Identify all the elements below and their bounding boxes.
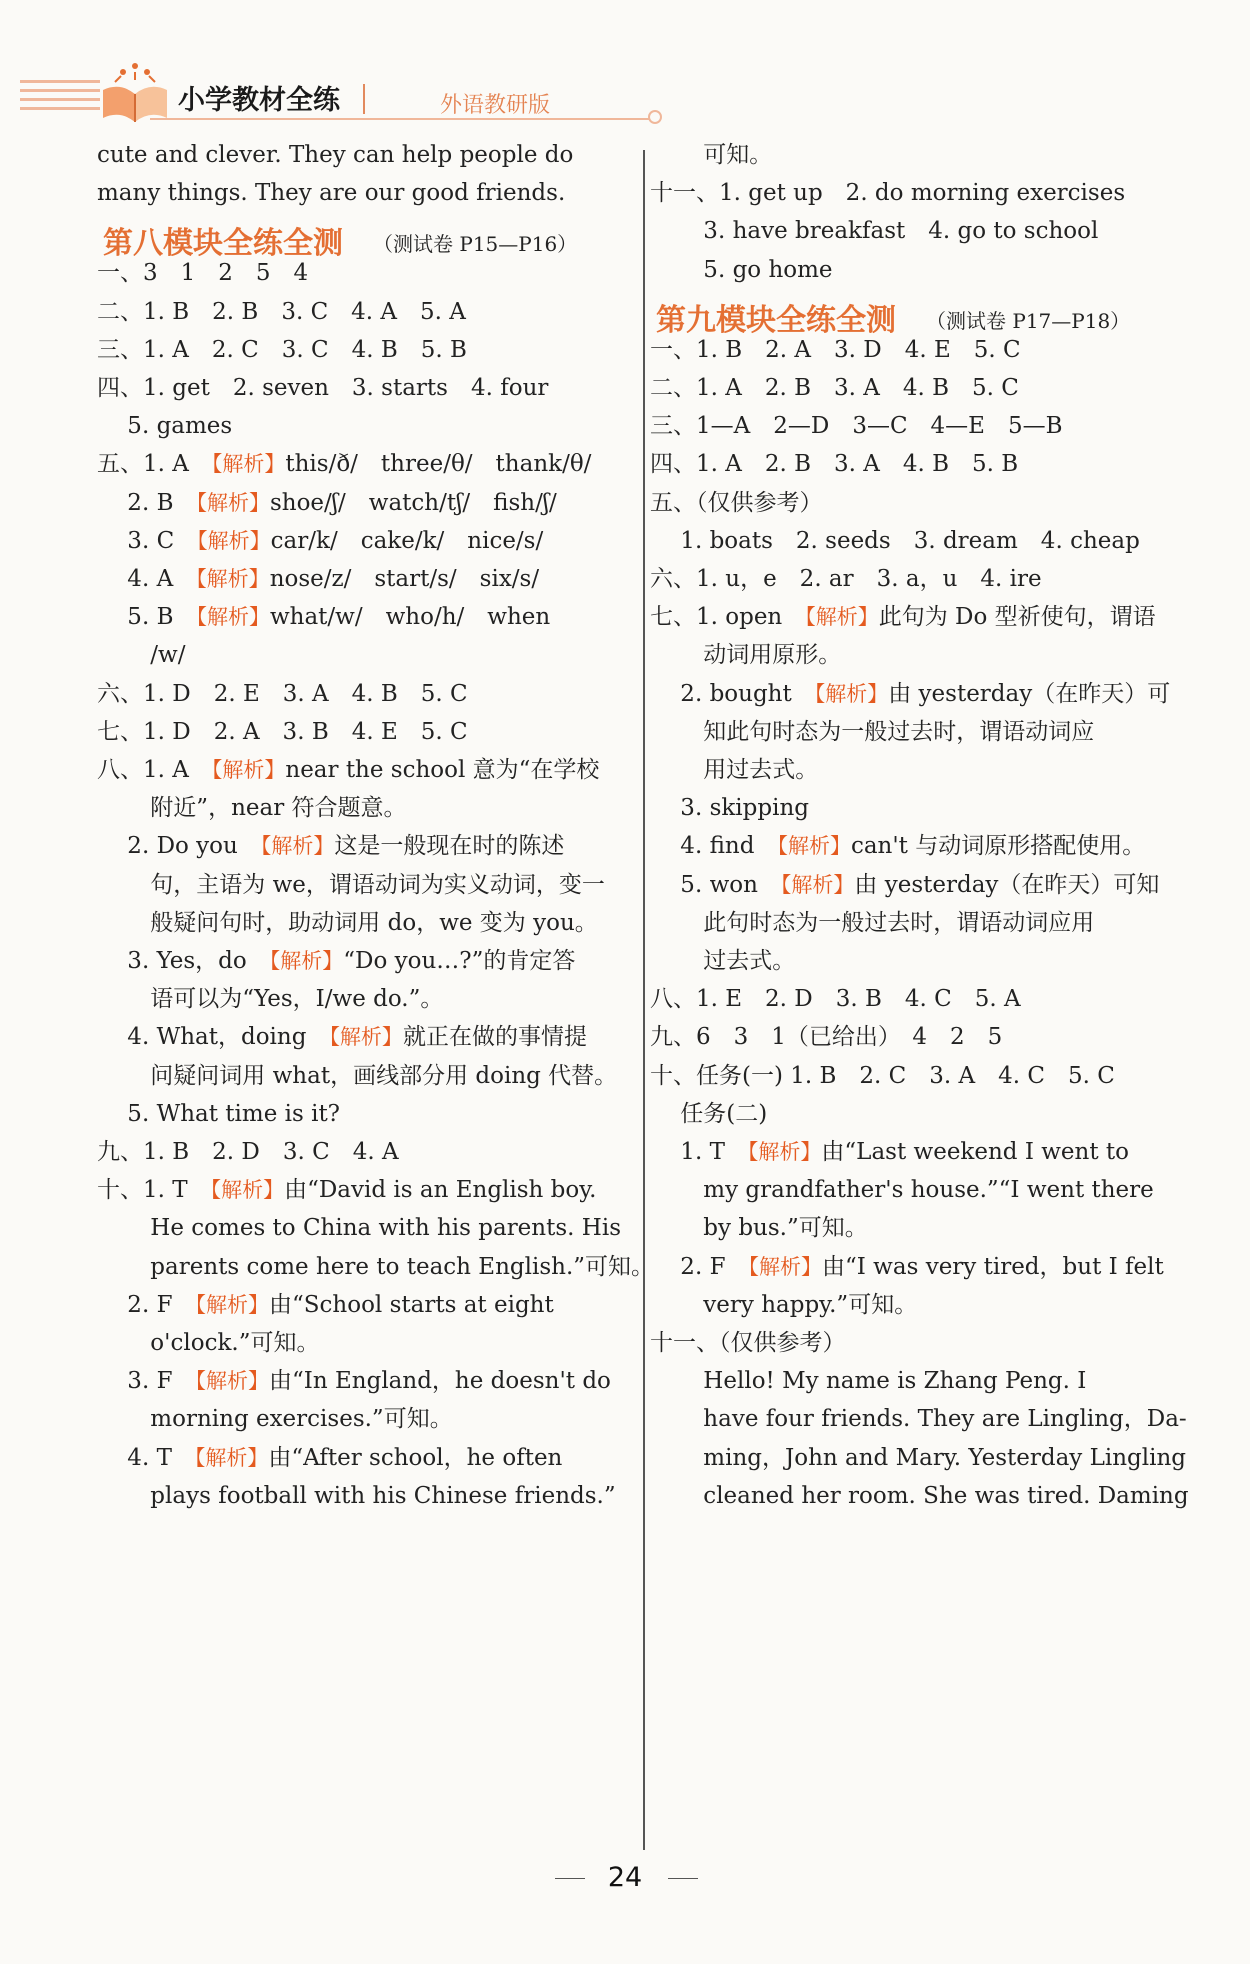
series-title: 小学教材全练 [178, 85, 340, 116]
answer-text: 2. F [97, 1291, 196, 1318]
analysis-tag: 【解析】 [196, 490, 270, 515]
page-number: 24 [607, 1862, 643, 1893]
answer-line [97, 526, 543, 556]
answer-line: 3. have breakfast 4. go to school [650, 218, 1099, 245]
answer-line: 二、1. B 2. B 3. C 4. A 5. A [97, 298, 466, 325]
analysis-tag: 【解析】 [814, 681, 889, 706]
analysis-text: shoe/ʃ/ watch/tʃ/ fish/ʃ/ [269, 489, 557, 516]
answer-line [650, 679, 1170, 709]
answer-line: 知此句时态为一般过去时，谓语动词应 [650, 718, 1095, 745]
answer-text: 5. won [650, 871, 781, 898]
analysis-text: near the school 意为“在学校 [285, 757, 600, 783]
analysis-text: what/w/ who/h/ when [269, 604, 551, 631]
answer-line: very happy.”可知。 [650, 1291, 918, 1318]
module-heading: 第八模块全练全测 [103, 226, 343, 262]
answer-line [97, 488, 557, 518]
answer-line: 六、1. u，e 2. ar 3. a，u 4. ire [650, 566, 1042, 592]
answer-line [650, 602, 1156, 632]
analysis-tag: 【解析】 [260, 834, 335, 859]
answer-line: He comes to China with his parents. His [97, 1215, 621, 1242]
edition-label: 外语教研版 [440, 93, 551, 118]
analysis-text: 由“In England，he doesn't do [269, 1368, 611, 1395]
answer-line: 十、任务(一) 1. B 2. C 3. A 4. C 5. C [650, 1062, 1115, 1089]
answer-line: 九、6 3 1（已给出） 4 2 5 [650, 1024, 1003, 1051]
analysis-tag: 【解析】 [197, 528, 271, 553]
answer-line: 5. What time is it? [97, 1100, 341, 1127]
answer-line: 句，主语为 we，谓语动词为实义动词，变一 [97, 871, 605, 898]
answer-line: o'clock.”可知。 [97, 1330, 320, 1356]
answer-line [650, 831, 1145, 861]
answer-line [97, 755, 599, 785]
answer-line: have four friends. They are Lingling，Da- [650, 1406, 1187, 1433]
analysis-text: 这是一般现在时的陈述 [334, 833, 565, 860]
page-number-dash-right [668, 1878, 698, 1879]
answer-line [97, 564, 539, 594]
answer-line [97, 946, 575, 976]
answer-text: 2. Do you [97, 833, 261, 860]
analysis-tag: 【解析】 [269, 949, 344, 973]
analysis-text: 由“After school，he often [268, 1444, 563, 1471]
answer-line: 四、1. A 2. B 3. A 4. B 5. B [650, 451, 1019, 478]
analysis-tag: 【解析】 [194, 1445, 269, 1470]
answer-text: 4. A [97, 566, 197, 592]
answer-line: 十一、（仅供参考） [650, 1330, 846, 1356]
header-rule [150, 118, 650, 120]
analysis-text: “Do you…?”的肯定答 [343, 948, 576, 974]
analysis-text: 由“I was very tired，but I felt [822, 1253, 1164, 1280]
answer-text: 3. Yes，do [97, 948, 270, 974]
analysis-tag: 【解析】 [195, 1369, 270, 1394]
answer-line: morning exercises.”可知。 [97, 1406, 453, 1433]
column-divider [643, 150, 645, 1850]
answer-text: 2. bought [650, 680, 815, 707]
analysis-tag: 【解析】 [747, 1140, 822, 1164]
answer-line: 可知。 [650, 142, 773, 168]
analysis-tag: 【解析】 [195, 1292, 270, 1317]
analysis-text: 由 yesterday（在昨天）可 [888, 680, 1171, 707]
analysis-text: can't 与动词原形搭配使用。 [850, 833, 1146, 860]
answer-line: 八、1. E 2. D 3. B 4. C 5. A [650, 986, 1021, 1013]
answer-line [650, 870, 1159, 900]
page-header [0, 60, 1250, 140]
answer-line: 过去式。 [650, 948, 796, 974]
answer-text: 1. T [650, 1139, 748, 1165]
answer-text: 3. C [97, 527, 198, 554]
analysis-tag: 【解析】 [805, 605, 879, 630]
answer-line [97, 1022, 587, 1052]
answer-line [97, 1443, 562, 1473]
answer-line: 二、1. A 2. B 3. A 4. B 5. C [650, 375, 1019, 401]
answer-line: by bus.”可知。 [650, 1215, 868, 1242]
analysis-tag: 【解析】 [780, 872, 855, 897]
answer-line: Hello! My name is Zhang Peng. I [650, 1368, 1087, 1395]
answer-line: 用过去式。 [650, 757, 819, 783]
answer-line: 1. boats 2. seeds 3. dream 4. cheap [650, 527, 1140, 554]
answer-line: 九、1. B 2. D 3. C 4. A [97, 1139, 399, 1165]
answer-line: 附近”，near 符合题意。 [97, 795, 407, 822]
answer-line: 七、1. D 2. A 3. B 4. E 5. C [97, 718, 468, 745]
analysis-tag: 【解析】 [196, 605, 270, 630]
analysis-tag: 【解析】 [211, 758, 286, 782]
test-paper-reference: （测试卷 P17—P18） [926, 308, 1131, 333]
analysis-text: 此句为 Do 型祈使句，谓语 [878, 604, 1156, 631]
answer-line [97, 1366, 611, 1396]
answer-line [650, 1252, 1164, 1282]
analysis-text: 由 yesterday（在昨天）可知 [854, 871, 1160, 898]
answer-text: 七、1. open [650, 604, 806, 631]
answer-text: 4. What，doing [97, 1024, 330, 1051]
analysis-tag: 【解析】 [211, 452, 286, 477]
answer-line: 语可以为“Yes，I/we do.”。 [97, 986, 444, 1013]
answer-line: 5. games [97, 413, 233, 440]
analysis-text: 就正在做的事情提 [402, 1024, 587, 1051]
answer-text: 3. F [97, 1368, 196, 1395]
header-decorative-lines [20, 80, 100, 116]
answer-line: 一、3 1 2 5 4 [97, 260, 309, 287]
answer-line: cleaned her room. She was tired. Daming [650, 1482, 1189, 1509]
answer-line: 六、1. D 2. E 3. A 4. B 5. C [97, 680, 468, 707]
answer-text: 八、1. A [97, 757, 212, 783]
analysis-text: car/k/ cake/k/ nice/s/ [270, 527, 544, 554]
answer-text: 5. B [97, 604, 197, 631]
answer-line [97, 1290, 554, 1320]
answer-text: 2. B [97, 489, 197, 516]
answer-line [97, 602, 550, 632]
answer-text: 2. F [650, 1253, 749, 1280]
analysis-text: 由“School starts at eight [269, 1291, 554, 1318]
answer-line: 此句时态为一般过去时，谓语动词应用 [650, 909, 1095, 936]
answer-line: ming，John and Mary. Yesterday Lingling [650, 1444, 1186, 1471]
answer-line: 十一、1. get up 2. do morning exercises [650, 180, 1126, 207]
analysis-text: this/ð/ three/θ/ thank/θ/ [285, 451, 592, 478]
answer-line: 动词用原形。 [650, 642, 842, 669]
answer-line: many things. They are our good friends. [97, 180, 566, 207]
answer-line: 3. skipping [650, 795, 810, 822]
answer-line: 任务(二) [650, 1100, 768, 1127]
answer-line: /w/ [97, 642, 186, 669]
analysis-text: 由“David is an English boy. [284, 1177, 597, 1204]
analysis-text: 由“Last weekend I went to [821, 1139, 1129, 1165]
answer-line: 五、（仅供参考） [650, 489, 823, 516]
answer-line: 5. go home [650, 256, 833, 283]
analysis-tag: 【解析】 [777, 834, 851, 859]
analysis-tag: 【解析】 [196, 567, 270, 591]
analysis-text: nose/z/ start/s/ six/s/ [269, 566, 540, 592]
answer-line: 三、1—A 2—D 3—C 4—E 5—B [650, 413, 1063, 440]
answer-line [650, 1137, 1129, 1167]
answer-line: plays football with his Chinese friends.” [97, 1482, 616, 1509]
answer-text: 五、1. A [97, 451, 212, 478]
header-rule-ornament [648, 110, 662, 124]
analysis-tag: 【解析】 [210, 1178, 285, 1203]
answer-text: 4. find [650, 833, 778, 860]
answer-line [97, 831, 564, 861]
answer-line: 三、1. A 2. C 3. C 4. B 5. B [97, 336, 467, 363]
answer-line: my grandfather's house.”“I went there [650, 1177, 1154, 1204]
answer-line: 一、1. B 2. A 3. D 4. E 5. C [650, 336, 1021, 363]
answer-line: 问疑问词用 what，画线部分用 doing 代替。 [97, 1062, 618, 1089]
answer-line: cute and clever. They can help people do [97, 142, 574, 168]
answer-text: 十、1. T [97, 1177, 211, 1204]
test-paper-reference: （测试卷 P15—P16） [373, 232, 578, 257]
answer-line [97, 1175, 597, 1205]
header-separator [363, 84, 365, 114]
analysis-tag: 【解析】 [748, 1254, 823, 1279]
answer-text: 4. T [97, 1444, 195, 1471]
answer-line: 般疑问句时，助动词用 do，we 变为 you。 [97, 909, 598, 936]
answer-line: 四、1. get 2. seven 3. starts 4. four [97, 375, 549, 401]
module-heading: 第九模块全练全测 [656, 302, 896, 338]
answer-line [97, 449, 591, 479]
answer-line: parents come here to teach English.”可知。 [97, 1253, 655, 1280]
analysis-tag: 【解析】 [329, 1025, 403, 1050]
